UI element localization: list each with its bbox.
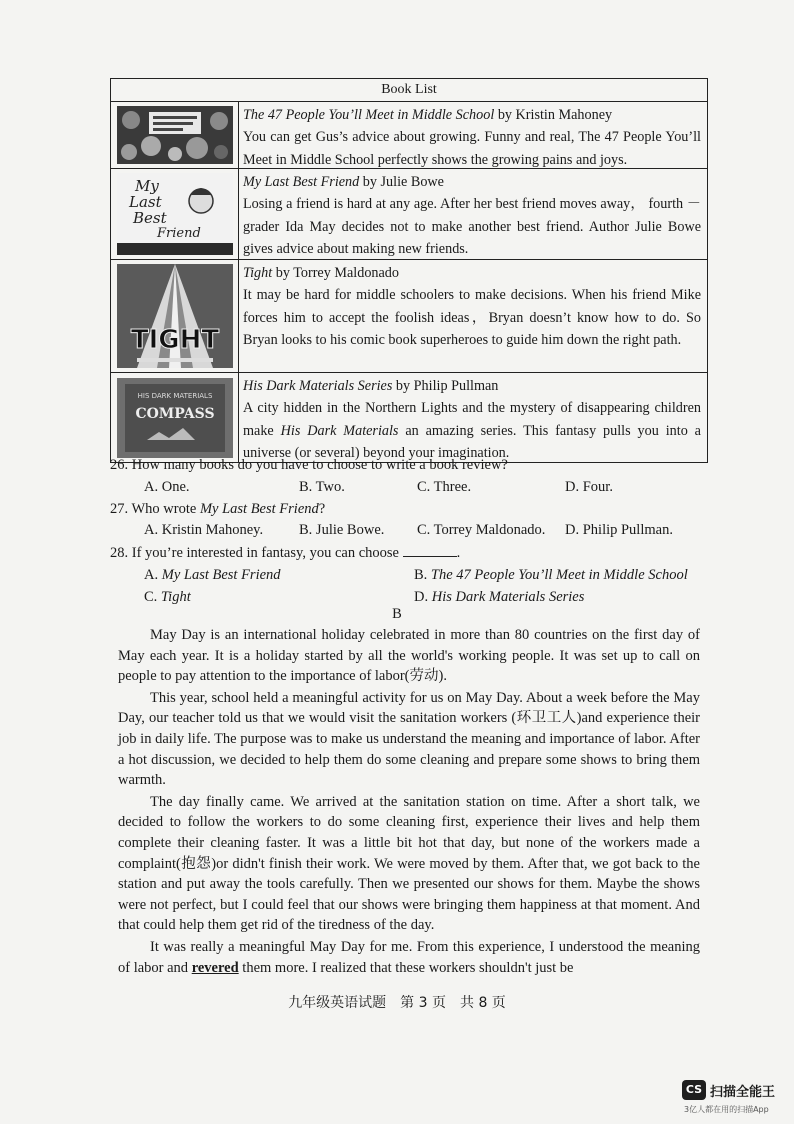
option: B. Julie Bowe. <box>299 522 385 539</box>
book-list-header: Book List <box>111 79 707 102</box>
reading-passage <box>118 625 700 978</box>
option: A. Kristin Mahoney. <box>144 522 264 539</box>
option: B. Two. <box>299 478 345 495</box>
section-heading: B <box>392 606 402 622</box>
cover-series: HIS DARK MATERIALS <box>137 391 212 400</box>
passage-paragraph: The day finally came. We arrived at the sanitation station on time. After a short talk, we decided to follow the workers to do some cleaning first, experience their lives and help them complete their cleaning faster. It was a little bit hot that day, but none of the workers made a complaint(抱怨)or didn't finish their work. We were moved by them. After that, we got back to the station and put away the tools carefully. Then we presented our shows for them. Maybe the shows were not perfect, but I could feel that our shows were bringing them happiness at that moment. And that could help them get rid of the tiredness of the day. <box>118 793 700 934</box>
cover-word: My <box>134 177 159 195</box>
answer-blank <box>403 542 457 557</box>
question-text: 28. If you’re interested in fantasy, you can choose <box>110 545 399 562</box>
option-text: The 47 People You’ll Meet in Middle School <box>430 566 688 583</box>
option-text: His Dark Materials Series <box>431 588 585 605</box>
passage-text: them more. I realized that these workers shouldn't just be <box>238 959 574 976</box>
book-description <box>239 102 707 168</box>
underlined-word: revered <box>191 959 239 976</box>
book-summary: Losing a friend is hard at any age. After her best friend moves away， fourth －grader Ida May decides not to make another best friend. Author Julie Bowe gives advice about making new friends. <box>243 196 701 257</box>
book-row <box>111 373 707 462</box>
cover-word: Friend <box>156 226 201 241</box>
question-27 <box>110 499 710 521</box>
book-cover-tight <box>117 264 233 368</box>
option: C. Three. <box>417 478 472 495</box>
question-text: 27. Who wrote <box>110 500 200 517</box>
book-title: The 47 People You’ll Meet in Middle School <box>243 107 495 123</box>
option: A. One. <box>144 478 190 495</box>
question-28 <box>110 542 710 565</box>
book-cover-my-last-best-friend <box>117 173 233 255</box>
book-cover-cell <box>111 102 239 168</box>
book-title: My Last Best Friend <box>243 174 360 190</box>
option <box>144 565 414 587</box>
book-author: by Julie Bowe <box>359 174 444 190</box>
option-letter: A. <box>144 566 162 583</box>
option: D. Four. <box>565 478 613 495</box>
cover-title: COMPASS <box>134 405 215 422</box>
scanner-logo-icon: CS <box>682 1080 706 1100</box>
page-footer: 九年级英语试题 第 3 页 共 8 页 <box>288 995 506 1011</box>
book-row <box>111 169 707 260</box>
book-cover-cell <box>111 373 239 462</box>
book-summary: A city hidden in the Northern Lights and the mystery of disappearing children make <box>243 400 701 439</box>
book-row <box>111 260 707 373</box>
question-26: 26. How many books do you have to choose to write a book review? <box>110 457 508 473</box>
book-cover-47-people <box>117 106 233 164</box>
option-letter: C. <box>144 588 161 605</box>
book-summary: You can get Gus’s advice about growing. Funny and real, The 47 People You’ll Meet in Middle School perfectly shows the growing pains and joys. <box>243 129 701 168</box>
option <box>414 565 688 587</box>
option: D. Philip Pullman. <box>565 522 673 539</box>
question-28-options <box>110 565 710 587</box>
book-description <box>239 260 707 372</box>
book-title: His Dark Materials Series <box>243 378 393 394</box>
cover-title: TIGHT <box>130 325 219 355</box>
passage-paragraph: This year, school held a meaningful activity for us on May Day. About a week before the May Day, our teacher told us that we would visit the sanitation workers (环卫工人)and experience their job in daily life. The purpose was to make us understand the meaning and importance of labor. After a hot discussion, we decided to help them do some cleaning and prepare some shows to bring them warmth. <box>118 689 700 789</box>
book-author: by Philip Pullman <box>392 378 499 394</box>
cover-word: Last <box>128 193 162 211</box>
book-author: by Torrey Maldonado <box>272 265 399 281</box>
book-description <box>239 169 707 259</box>
book-summary: an amazing series. This fantasy pulls you into a universe (or several) beyond your imagination. <box>243 422 701 461</box>
question-26-options <box>110 477 710 499</box>
book-cover-his-dark-materials <box>117 378 233 458</box>
question-text: ? <box>318 500 326 517</box>
passage-paragraph: May Day is an international holiday celebrated in more than 80 countries on the first day of May each year. It is a holiday started by all the world's working people. It was set up to call on people to pay attention to the importance of labor(劳动). <box>118 627 700 685</box>
book-list-table <box>110 78 708 463</box>
question-text-italic: My Last Best Friend <box>199 500 319 517</box>
book-description <box>239 373 707 462</box>
question-text: . <box>456 545 461 562</box>
option-letter: B. <box>414 566 431 583</box>
option-letter: D. <box>414 588 432 605</box>
question-block <box>110 455 710 609</box>
cover-word: Best <box>132 209 167 227</box>
book-author: by Kristin Mahoney <box>494 107 613 123</box>
scanner-tagline: 3亿人都在用的扫描App <box>684 1105 769 1114</box>
book-summary-italic: His Dark Materials <box>280 422 399 439</box>
option-text: My Last Best Friend <box>161 566 281 583</box>
passage-text: It was really a meaningful May Day for me. From this experience, I understood the meaning of labor and <box>118 938 700 976</box>
book-summary: It may be hard for middle schoolers to make decisions. When his friend Mike forces him to accept the foolish ideas，Bryan doesn’t know how to do. So Bryan looks to his comic book superheroes to guide him down the right path. <box>243 287 701 348</box>
option: C. Torrey Maldonado. <box>417 522 546 539</box>
book-row <box>111 102 707 169</box>
book-title: Tight <box>243 265 273 281</box>
book-cover-cell <box>111 260 239 372</box>
passage-paragraph <box>118 937 700 978</box>
scanner-app-name: 扫描全能王 <box>710 1085 776 1100</box>
scanner-watermark <box>682 1080 792 1120</box>
option-text: Tight <box>160 588 191 605</box>
question-27-options <box>110 520 710 542</box>
book-cover-cell <box>111 169 239 259</box>
